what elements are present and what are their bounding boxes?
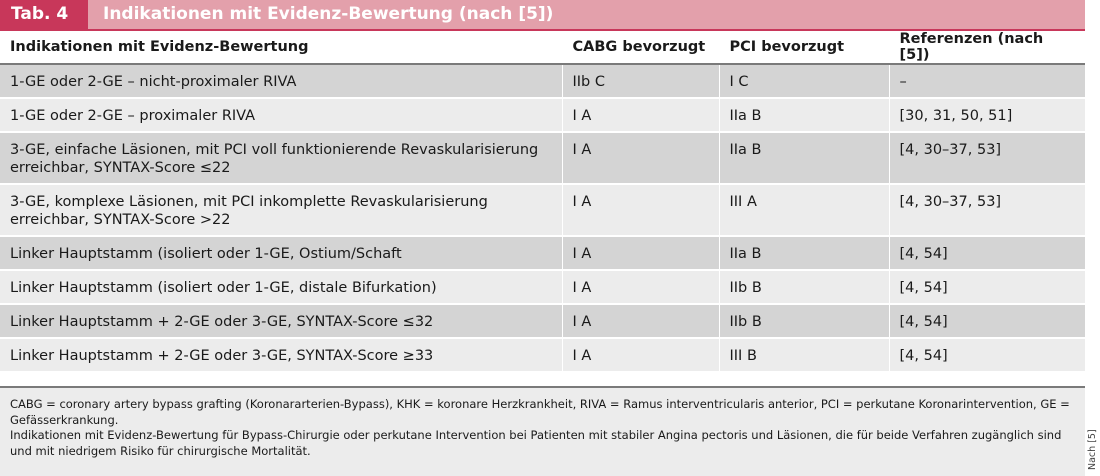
header-pci: PCI bevorzugt	[719, 31, 889, 64]
table-title-bar	[0, 0, 1085, 31]
cell-indication: Linker Hauptstamm (isoliert oder 1-GE, distale Bifurkation)	[0, 270, 562, 304]
cell-cabg: I A	[562, 304, 719, 338]
evidence-table	[0, 31, 1085, 373]
cell-references: [30, 31, 50, 51]	[889, 98, 1085, 132]
cell-references: [4, 54]	[889, 338, 1085, 372]
table-row	[0, 132, 1085, 184]
cell-cabg: I A	[562, 270, 719, 304]
cell-indication: Linker Hauptstamm (isoliert oder 1-GE, Ostium/Schaft	[0, 236, 562, 270]
cell-pci: I C	[719, 64, 889, 98]
cell-cabg: I A	[562, 184, 719, 236]
cell-cabg: IIb C	[562, 64, 719, 98]
cell-cabg: I A	[562, 338, 719, 372]
source-credit: Nach [5]	[1087, 429, 1098, 470]
cell-cabg: I A	[562, 236, 719, 270]
header-cabg: CABG bevorzugt	[562, 31, 719, 64]
table-row	[0, 98, 1085, 132]
table-number-label: Tab. 4	[0, 0, 88, 29]
cell-pci: III B	[719, 338, 889, 372]
cell-cabg: I A	[562, 98, 719, 132]
cell-pci: III A	[719, 184, 889, 236]
cell-references: [4, 54]	[889, 304, 1085, 338]
table-footnote	[0, 386, 1085, 476]
footnote-description: Indikationen mit Evidenz-Bewertung für Bypass-Chirurgie oder perkutane Intervention bei Patienten mit stabiler Angina pectoris und Läsionen, die für beide Verfahren zugänglich sind und mit niedrigem Risiko für chirurgische Mortalität.	[10, 428, 1062, 458]
cell-pci: IIb B	[719, 304, 889, 338]
table-row	[0, 270, 1085, 304]
footnote-abbreviations: CABG = coronary artery bypass grafting (Koronararterien-Bypass), KHK = koronare Herzkrankheit, RIVA = Ramus interventricularis anterior, PCI = perkutane Koronarintervention, GE = Gefässerkrankung.	[10, 397, 1070, 427]
table-row	[0, 304, 1085, 338]
cell-indication: 3-GE, komplexe Läsionen, mit PCI inkomplette Revaskularisierung erreichbar, SYNTAX-Score >22	[0, 184, 562, 236]
table-row	[0, 236, 1085, 270]
cell-indication: 3-GE, einfache Läsionen, mit PCI voll funktionierende Revaskularisierung erreichbar, SYNTAX-Score ≤22	[0, 132, 562, 184]
table-row	[0, 338, 1085, 372]
cell-cabg: I A	[562, 132, 719, 184]
header-indication: Indikationen mit Evidenz-Bewertung	[0, 31, 562, 64]
cell-references: [4, 54]	[889, 270, 1085, 304]
table-row	[0, 64, 1085, 98]
table-header-row	[0, 31, 1085, 64]
cell-references: [4, 30–37, 53]	[889, 132, 1085, 184]
cell-references: –	[889, 64, 1085, 98]
cell-indication: 1-GE oder 2-GE – proximaler RIVA	[0, 98, 562, 132]
cell-indication: Linker Hauptstamm + 2-GE oder 3-GE, SYNTAX-Score ≤32	[0, 304, 562, 338]
table-row	[0, 184, 1085, 236]
cell-pci: IIa B	[719, 98, 889, 132]
table-title: Indikationen mit Evidenz-Bewertung (nach [5])	[103, 4, 554, 24]
cell-indication: 1-GE oder 2-GE – nicht-proximaler RIVA	[0, 64, 562, 98]
header-references: Referenzen (nach [5])	[889, 31, 1085, 64]
cell-references: [4, 30–37, 53]	[889, 184, 1085, 236]
cell-pci: IIb B	[719, 270, 889, 304]
cell-indication: Linker Hauptstamm + 2-GE oder 3-GE, SYNTAX-Score ≥33	[0, 338, 562, 372]
cell-references: [4, 54]	[889, 236, 1085, 270]
cell-pci: IIa B	[719, 132, 889, 184]
cell-pci: IIa B	[719, 236, 889, 270]
